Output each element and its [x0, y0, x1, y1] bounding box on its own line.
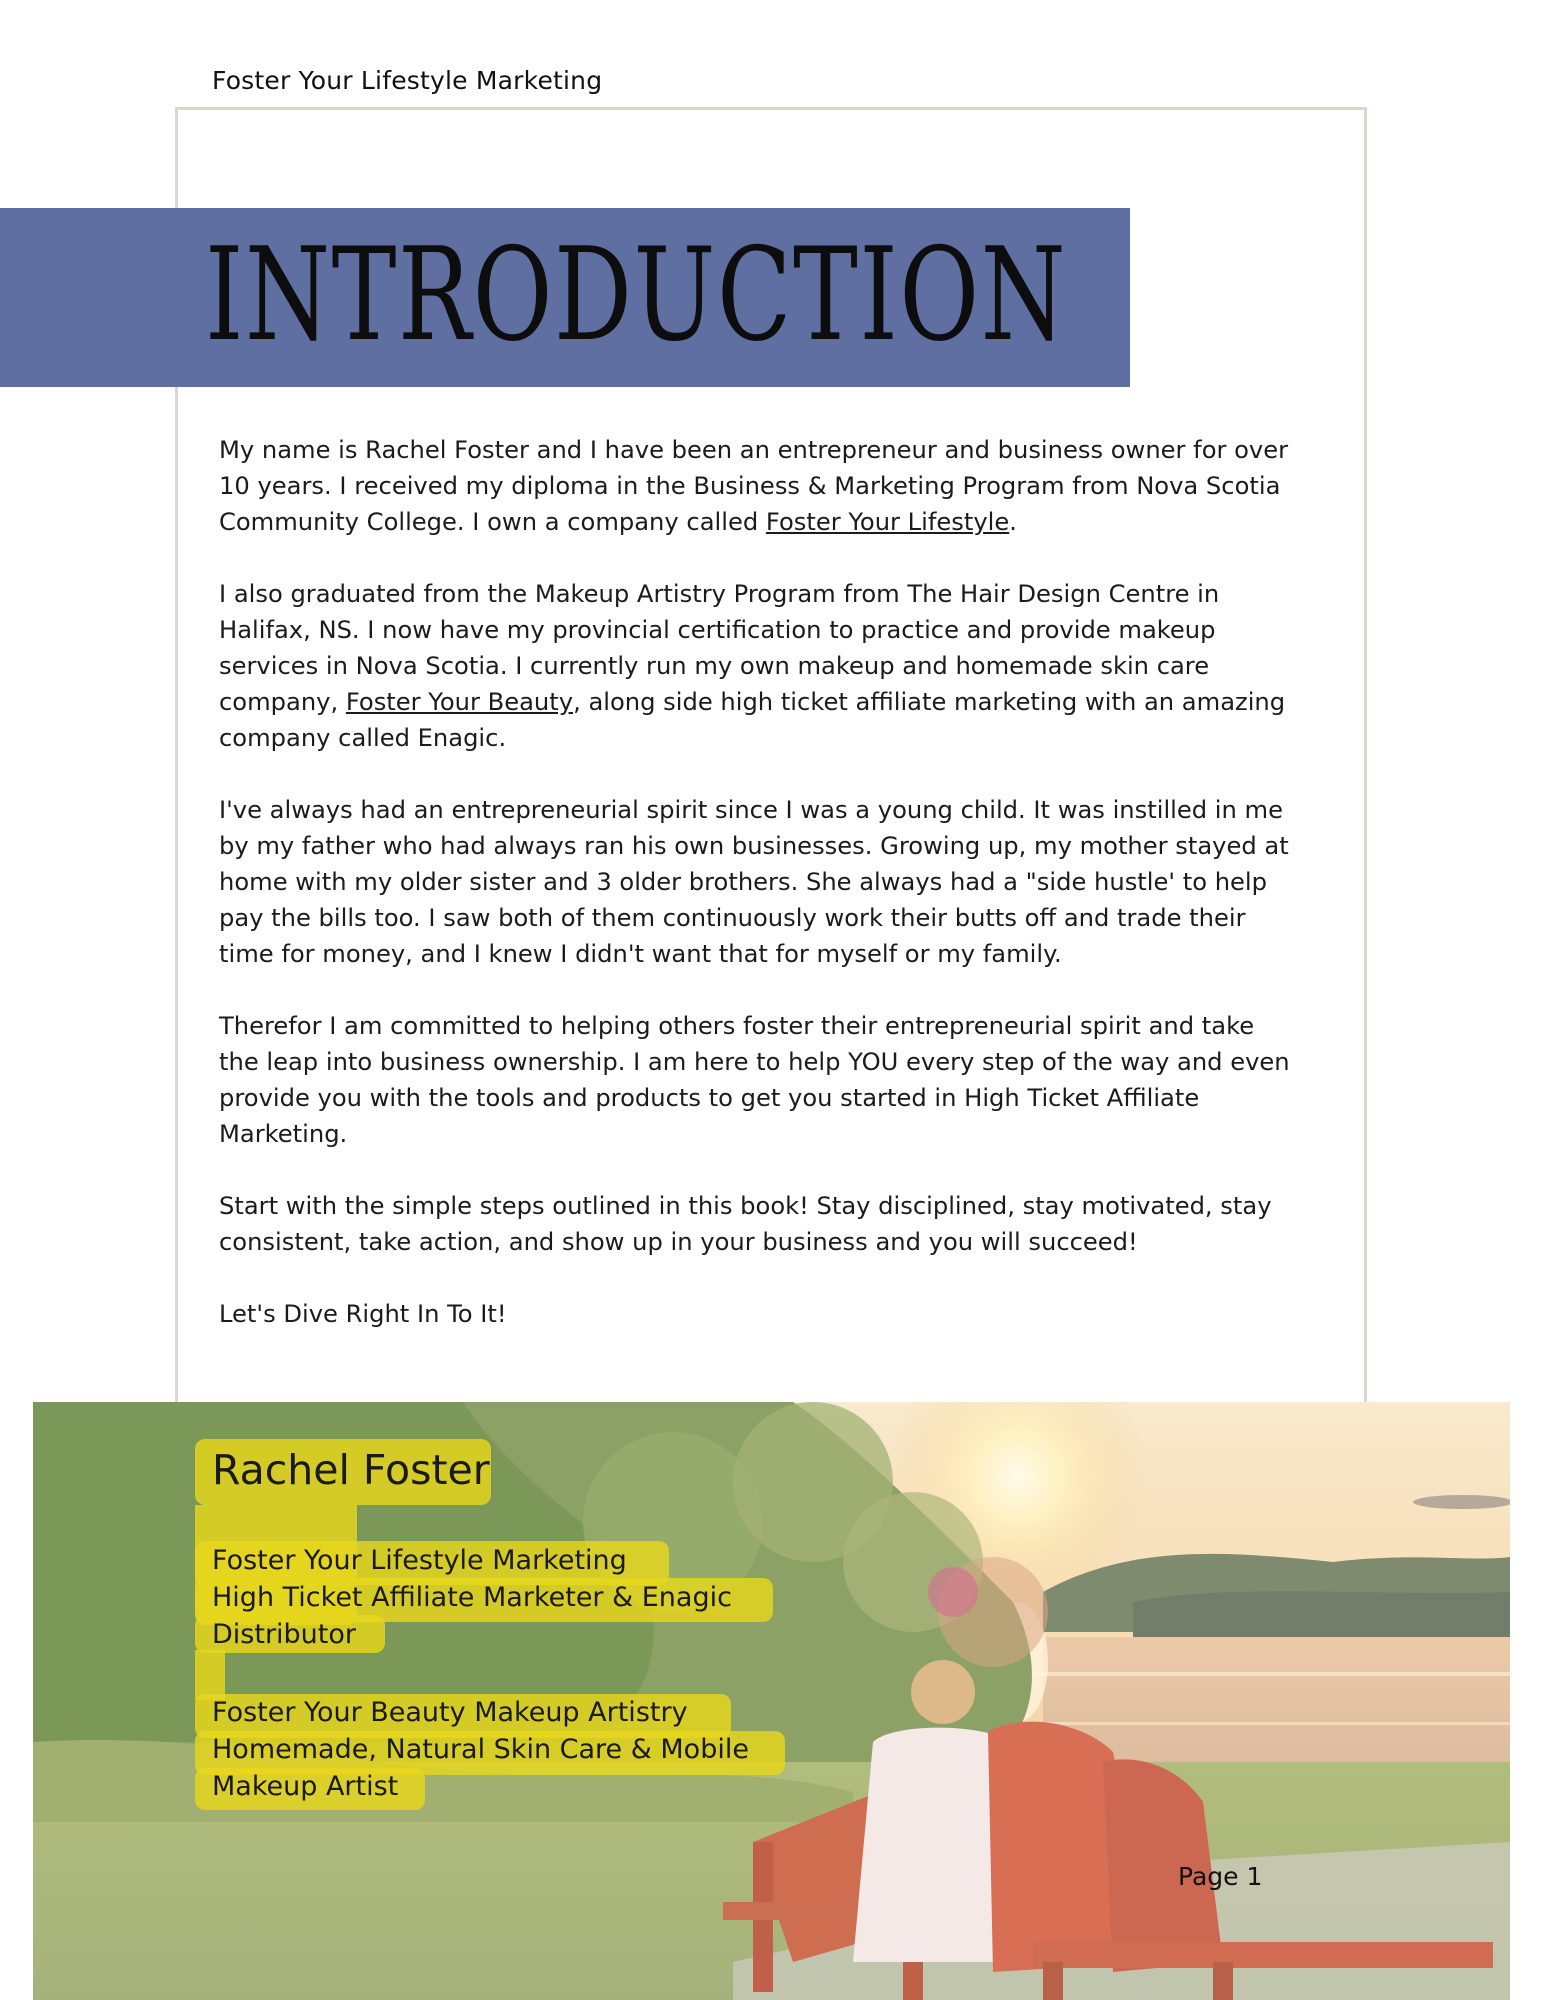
author-name: Rachel Foster [212, 1446, 490, 1494]
paragraph-1-end: . [1009, 508, 1017, 536]
paragraph-6: Let's Dive Right In To It! [219, 1300, 507, 1328]
paragraph-1-text: My name is Rachel Foster and I have been an entrepreneur and business owner for over 10 years. I received my diploma in the Business & Marketing Program from Nova Scotia Community College. I own a company called [219, 436, 1289, 536]
paragraph-3: I've always had an entrepreneurial spirit since I was a young child. It was instilled in me by my father who had always ran his own businesses. Growing up, my mother stayed at home with my older sister and 3 older brothers. She always had a "side hustle' to help pay the bills too. I saw both of them continuously work their butts off and trade their time for money, and I knew I didn't want that for myself or my family. [219, 796, 1289, 968]
paragraph-5: Start with the simple steps outlined in this book! Stay disciplined, stay motivated, stay consistent, take action, and show up in your business and you will succeed! [219, 1192, 1272, 1256]
role-line-2: High Ticket Affiliate Marketer & Enagic [212, 1582, 732, 1613]
paragraph-4: Therefor I am committed to helping others foster their entrepreneurial spirit and take the leap into business ownership. I am here to help YOU every step of the way and even provide you with the tools and products to get you started in High Ticket Affiliate Marketing. [219, 1012, 1290, 1148]
paragraph-2-text: I also graduated from the Makeup Artistry Program from The Hair Design Centre in Halifax, NS. I now have my provincial certification to practice and provide makeup services in Nova Scotia. I currently run my own makeup and homemade skin care company, [219, 580, 1220, 716]
running-header: Foster Your Lifestyle Marketing [212, 66, 603, 95]
role-line-5: Homemade, Natural Skin Care & Mobile [212, 1734, 749, 1765]
page-number: Page 1 [1178, 1862, 1263, 1891]
role-line-3: Distributor [212, 1619, 357, 1650]
body-text [219, 432, 1299, 1368]
paragraph-2-end: , along side high ticket affiliate marketing with an amazing company called Enagic. [219, 688, 1286, 752]
role-line-4: Foster Your Beauty Makeup Artistry [212, 1697, 688, 1728]
section-title: INTRODUCTION [205, 221, 1068, 370]
foster-your-lifestyle-link[interactable]: Foster Your Lifestyle [765, 508, 1010, 536]
roles-highlight-gap [195, 1650, 225, 1700]
role-line-1: Foster Your Lifestyle Marketing [212, 1545, 627, 1576]
role-line-6: Makeup Artist [212, 1771, 399, 1802]
paragraph-2 [219, 576, 1299, 756]
foster-your-beauty-link[interactable]: Foster Your Beauty [345, 688, 574, 716]
paragraph-1 [219, 432, 1299, 540]
